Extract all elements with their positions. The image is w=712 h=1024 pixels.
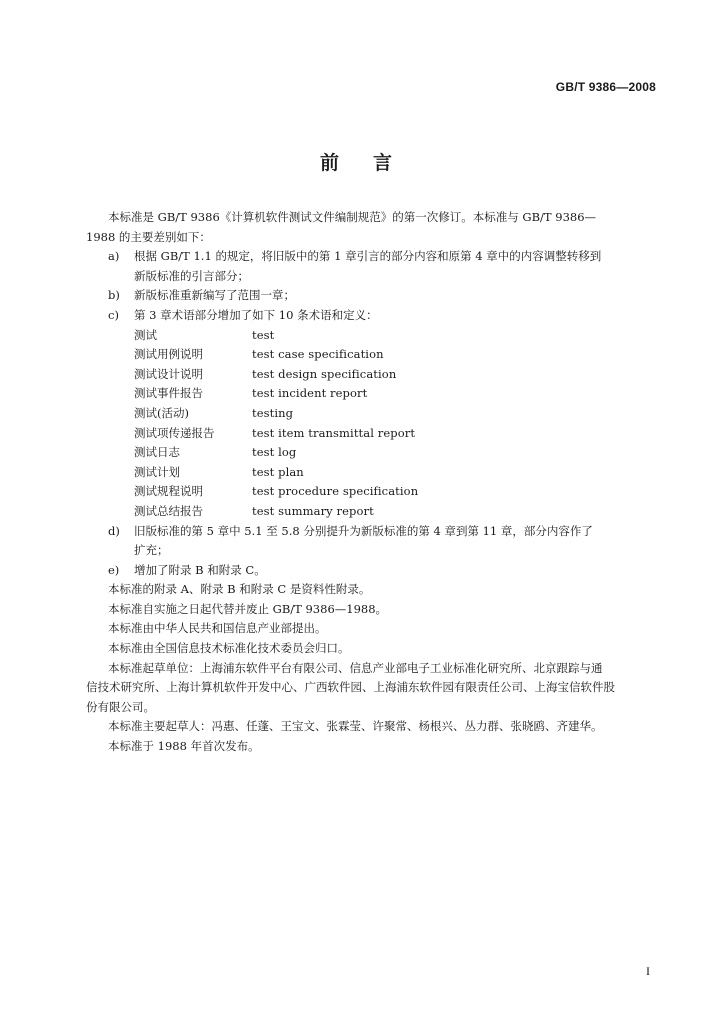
- term-row: [86, 345, 660, 365]
- document-body: [86, 208, 660, 757]
- list-item-text: 第 3 章术语部分增加了如下 10 条术语和定义：: [134, 307, 378, 322]
- paragraph-continuation: 份有限公司。: [86, 699, 155, 714]
- paragraph: 本标准由全国信息技术标准化技术委员会归口。: [108, 641, 350, 656]
- paragraph: 本标准于 1988 年首次发布。: [108, 739, 260, 754]
- term-english: test design specification: [252, 366, 397, 381]
- term-chinese: 测试总结报告: [134, 503, 203, 518]
- term-row: [86, 384, 660, 404]
- list-item-text: 旧版标准的第 5 章中 5.1 至 5.8 分别提升为新版标准的第 4 章到第 11 章，部分内容作了: [134, 523, 593, 538]
- term-list: [86, 326, 660, 522]
- list-marker: a): [108, 249, 120, 264]
- intro-line: 本标准是 GB/T 9386《计算机软件测试文件编制规范》的第一次修订。本标准与 GB/T 9386—: [108, 210, 597, 224]
- list-item-a: [86, 247, 660, 267]
- list-item-text: 新版标准重新编写了范围一章；: [134, 288, 295, 303]
- paragraph-continuation: 信技术研究所、上海计算机软件开发中心、广西软件园、上海浦东软件园有限责任公司、上海宝信软件股: [86, 680, 615, 695]
- list-marker: d): [108, 523, 120, 538]
- paragraph: 本标准主要起草人：冯惠、任蓬、王宝文、张霖莹、许聚常、杨根兴、丛力群、张晓鸥、齐建华。: [108, 719, 603, 734]
- term-chinese: 测试事件报告: [134, 386, 203, 401]
- list-marker: b): [108, 288, 120, 303]
- term-english: test procedure specification: [252, 484, 419, 499]
- term-english: test plan: [252, 464, 304, 479]
- paragraph: 本标准的附录 A、附录 B 和附录 C 是资料性附录。: [108, 582, 371, 597]
- list-item-c: [86, 306, 660, 326]
- term-chinese: 测试规程说明: [134, 484, 203, 499]
- term-chinese: 测试(活动): [134, 405, 189, 420]
- list-item-e: [86, 561, 660, 581]
- term-row: [86, 443, 660, 463]
- term-chinese: 测试设计说明: [134, 366, 203, 381]
- term-english: test log: [252, 445, 297, 460]
- term-row: [86, 502, 660, 522]
- list-item-text: 增加了附录 B 和附录 C。: [134, 562, 266, 577]
- list-item-b: [86, 286, 660, 306]
- term-row: [86, 482, 660, 502]
- page-title: 前言: [319, 152, 426, 174]
- term-row: [86, 463, 660, 483]
- term-english: test incident report: [252, 386, 368, 401]
- term-chinese: 测试日志: [134, 445, 180, 460]
- term-chinese: 测试: [134, 327, 157, 342]
- term-row: [86, 326, 660, 346]
- term-row: [86, 424, 660, 444]
- term-english: test: [252, 327, 275, 342]
- list-marker: c): [108, 307, 119, 322]
- list-item-text: 根据 GB/T 1.1 的规定，将旧版中的第 1 章引言的部分内容和原第 4 章中的内容调整转移到: [134, 249, 602, 264]
- term-english: test case specification: [252, 347, 384, 362]
- intro-line: 1988 的主要差别如下：: [86, 229, 211, 244]
- term-chinese: 测试用例说明: [134, 347, 203, 362]
- paragraph: 本标准由中华人民共和国信息产业部提出。: [108, 621, 327, 636]
- list-item-continuation: 新版标准的引言部分；: [134, 268, 249, 283]
- term-row: [86, 365, 660, 385]
- term-chinese: 测试项传递报告: [134, 425, 215, 440]
- term-english: test item transmittal report: [252, 425, 416, 440]
- paragraph: 本标准自实施之日起代替并废止 GB/T 9386—1988。: [108, 601, 388, 616]
- term-row: [86, 404, 660, 424]
- list-marker: e): [108, 562, 120, 577]
- list-item-d: [86, 522, 660, 542]
- term-english: testing: [252, 405, 294, 420]
- standard-code: GB/T 9386—2008: [555, 80, 656, 94]
- term-english: test summary report: [252, 503, 374, 518]
- list-item-continuation: 扩充；: [134, 543, 169, 558]
- page-number: I: [646, 964, 650, 978]
- paragraph: 本标准起草单位：上海浦东软件平台有限公司、信息产业部电子工业标准化研究所、北京跟踪与通: [108, 660, 603, 675]
- term-chinese: 测试计划: [134, 464, 180, 479]
